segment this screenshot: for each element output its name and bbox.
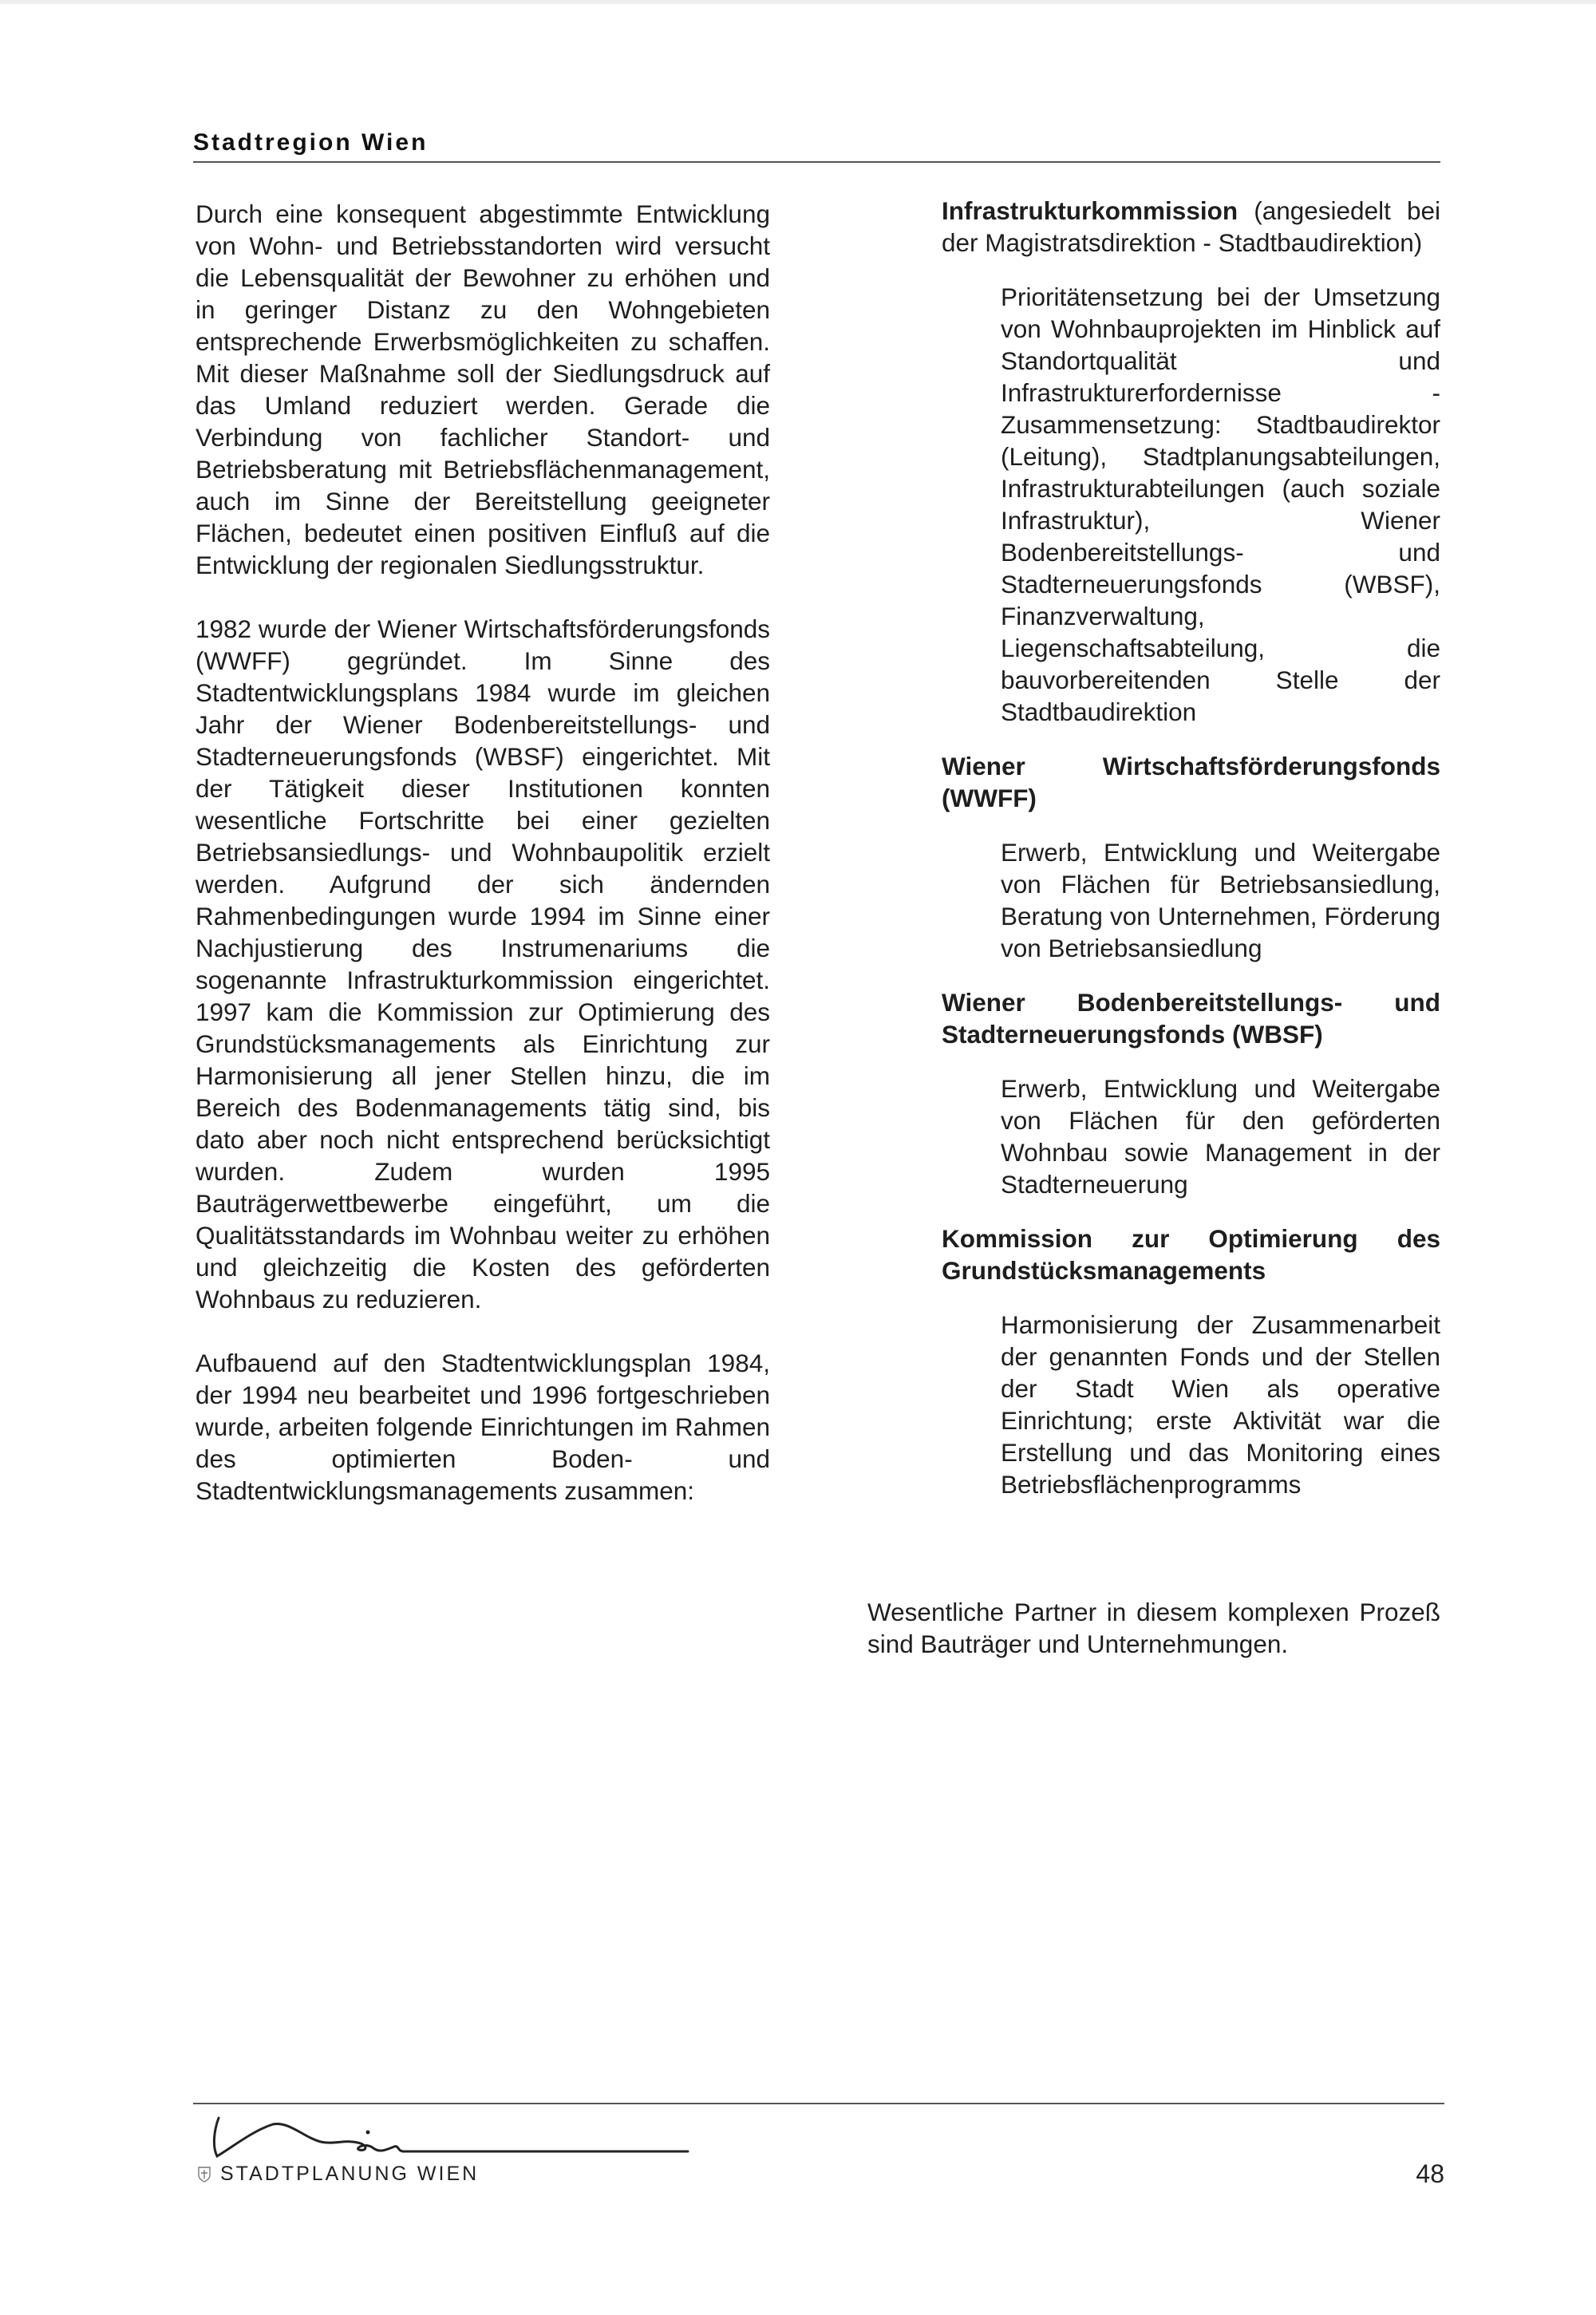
left-column: [196, 198, 770, 1539]
section-heading-wwff: [942, 750, 1440, 814]
vienna-crest-icon: [198, 2167, 211, 2183]
section-text-wbsf: Erwerb, Entwicklung und Weitergabe von Flächen für den geförderten Wohnbau sowie Management in der Stadterneuerung: [1001, 1074, 1440, 1199]
section-title: Infrastrukturkommission: [942, 196, 1238, 225]
section-heading-wbsf: [942, 986, 1440, 1050]
scan-edge: [0, 0, 1596, 4]
paragraph-2: 1982 wurde der Wiener Wirtschaftsförderungsfonds (WWFF) gegründet. Im Sinne des Stadtentwicklungsplans 1984 wurde im gleichen Jahr der Wiener Bodenbereitstellungs- und Stadterneuerungsfonds (WBSF) eingerichtet. Mit der Tätigkeit dieser Institutionen konnten wesentliche Fortschritte bei einer gezielten Betriebsansiedlungs- und Wohnbaupolitik erzielt werden. Aufgrund der sich ändernden Rahmenbedingungen wurde 1994 im Sinne einer Nachjustierung des Instrumenariums die sogenannte Infrastrukturkommission eingerichtet. 1997 kam die Kommission zur Optimierung des Grundstücksmanagements als Einrichtung zur Harmonisierung all jener Stellen hinzu, die im Bereich des Bodenmanagements tätig sind, bis dato aber noch nicht entsprechend berücksichtigt wurden. Zudem wurden 1995 Bauträgerwettbewerbe eingeführt, um die Qualitätsstandards im Wohnbau weiter zu erhöhen und gleichzeitig die Kosten des geförderten Wohnbaus zu reduzieren.: [196, 614, 770, 1314]
signature-logo-icon: [209, 2107, 704, 2163]
footer-brand: [198, 2163, 479, 2186]
section-title: Kommission zur Optimierung des Grundstücksmanagements: [942, 1224, 1440, 1285]
page-number: 48: [1416, 2159, 1444, 2188]
paragraph-3: Aufbauend auf den Stadtentwicklungsplan 1984, der 1994 neu bearbeitet und 1996 fortgeschrieben wurde, arbeiten folgende Einrichtungen im Rahmen des optimierten Boden- und Stadtentwicklungsmanagements zusammen:: [196, 1349, 770, 1505]
right-column: [942, 195, 1440, 1523]
section-heading-kommission: [942, 1223, 1440, 1286]
footer-brand-label: STADTPLANUNG WIEN: [220, 2163, 480, 2185]
section-text-infrastrukturkommission: Prioritätensetzung bei der Umsetzung von Wohnbauprojekten im Hinblick auf Standortqualität und Infrastrukturerfordernisse - Zusammensetzung: Stadtbaudirektor (Leitung), Stadtplanungsabteilungen, Infrastrukturabteilungen (auch soziale Infrastruktur), Wiener Bodenbereitstellungs- und Stadterneuerungsfonds (WBSF), Finanzverwaltung, Liegenschaftsabteilung, die bauvorbereitenden Stelle der Stadtbaudirektion: [1001, 282, 1440, 726]
section-heading-infrastrukturkommission: [942, 195, 1440, 259]
section-title: Wiener Wirtschaftsförderungsfonds (WWFF): [942, 752, 1440, 812]
section-text-kommission: Harmonisierung der Zusammenarbeit der genannten Fonds und der Stellen der Stadt Wien als operative Einrichtung; erste Aktivität war die Erstellung und das Monitoring eines Betriebsflächenprogramms: [1001, 1310, 1440, 1499]
paragraph-1: Durch eine konsequent abgestimmte Entwicklung von Wohn- und Betriebsstandorten wird versucht die Lebensqualität der Bewohner zu erhöhen und in geringer Distanz zu den Wohngebieten entsprechende Erwerbsmöglichkeiten zu schaffen. Mit dieser Maßnahme soll der Siedlungsdruck auf das Umland reduziert werden. Gerade die Verbindung von fachlicher Standort- und Betriebsberatung mit Betriebsflächenmanagement, auch im Sinne der Bereitstellung geeigneter Flächen, bedeutet einen positiven Einfluß auf die Entwicklung der regionalen Siedlungsstruktur.: [196, 200, 770, 579]
closing-paragraph: Wesentliche Partner in diesem komplexen Prozeß sind Bauträger und Unternehmungen.: [867, 1598, 1440, 1658]
section-title: Wiener Bodenbereitstellungs- und Stadterneuerungsfonds (WBSF): [942, 988, 1440, 1049]
footer-divider: [193, 2103, 1444, 2104]
page-header: [193, 121, 1440, 163]
section-text-wwff: Erwerb, Entwicklung und Weitergabe von Flächen für Betriebsansiedlung, Beratung von Unternehmen, Förderung von Betriebsansiedlung: [1001, 838, 1440, 962]
page-title: Stadtregion Wien: [193, 129, 429, 156]
section-heading-note: (angesiedelt bei der Magistratsdirektion - Stadtbaudirektion): [942, 196, 1440, 257]
